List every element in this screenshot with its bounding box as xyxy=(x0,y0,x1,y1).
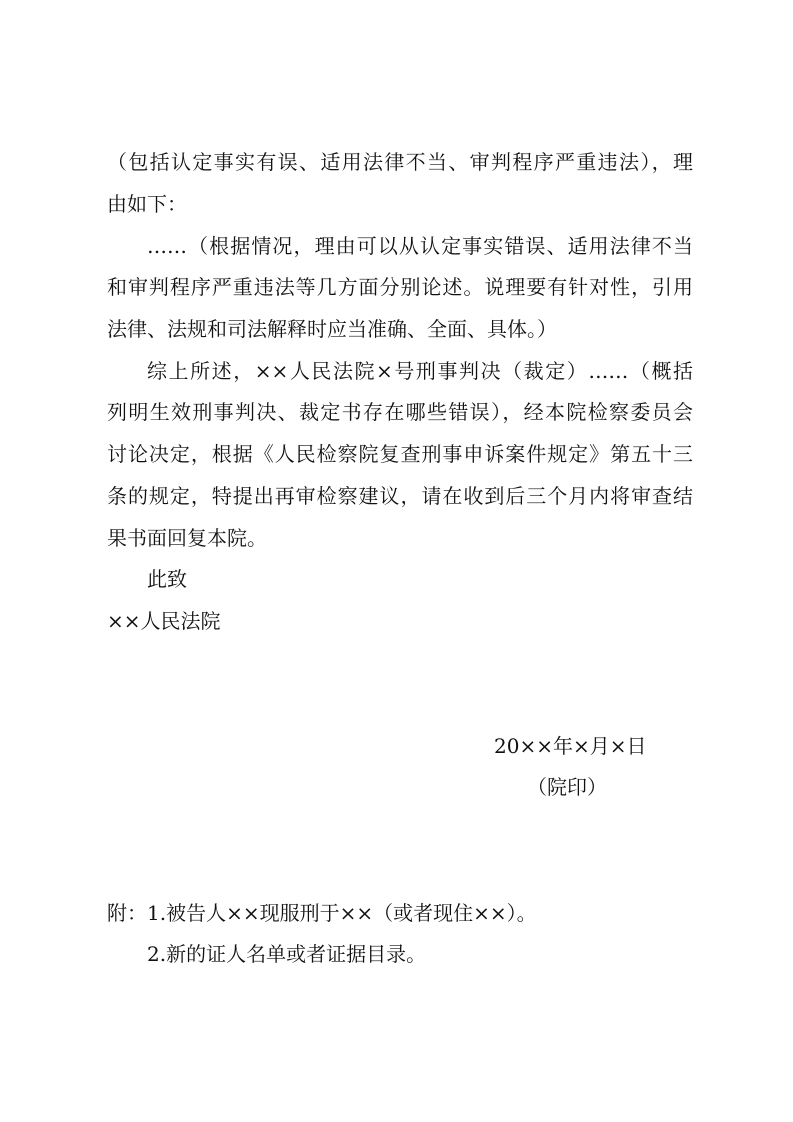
signature-seal: （院印） xyxy=(527,775,607,799)
salutation: 此致 xyxy=(147,567,187,591)
body-text-line: 由如下： xyxy=(107,192,187,216)
body-text-line: 和审判程序严重违法等几方面分别论述。说理要有针对性，引用 xyxy=(107,275,693,299)
body-text-line: 果书面回复本院。 xyxy=(107,526,267,550)
body-text-line: ……（根据情况，理由可以从认定事实错误、适用法律不当 xyxy=(147,234,693,258)
attachment-item: 2.新的证人名单或者证据目录。 xyxy=(147,942,427,966)
recipient: ××人民法院 xyxy=(107,609,221,633)
body-text-line: 综上所述，××人民法院×号刑事判决（裁定）……（概括 xyxy=(147,359,693,383)
body-text-line: （包括认定事实有误、适用法律不当、审判程序严重违法），理 xyxy=(107,150,693,174)
body-text-line: 列明生效刑事判决、裁定书存在哪些错误），经本院检察委员会 xyxy=(107,400,693,424)
body-text-line: 条的规定，特提出再审检察建议，请在收到后三个月内将审查结 xyxy=(107,484,693,508)
signature-date: 20××年×月×日 xyxy=(494,734,647,758)
attachment-item: 附：1.被告人××现服刑于××（或者现住××）。 xyxy=(107,901,537,925)
body-text-line: 讨论决定，根据《人民检察院复查刑事申诉案件规定》第五十三 xyxy=(107,442,693,466)
body-text-line: 法律、法规和司法解释时应当准确、全面、具体。） xyxy=(107,317,557,341)
